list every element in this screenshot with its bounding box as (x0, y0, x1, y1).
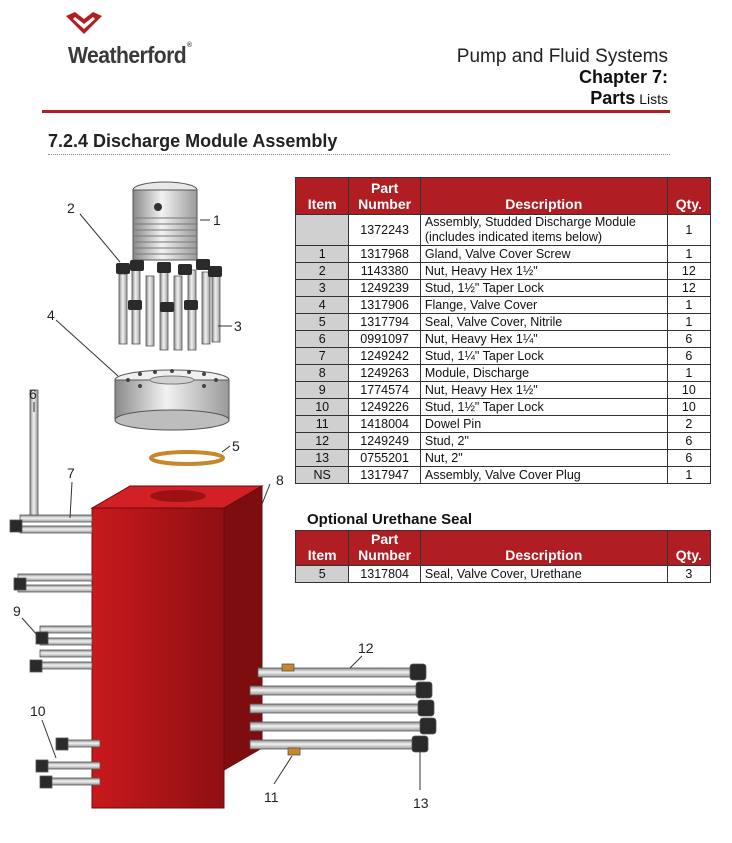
callout-3: 3 (234, 318, 242, 334)
qty-cell: 6 (667, 348, 710, 365)
item-cell: 12 (296, 433, 349, 450)
header-category: Pump and Fluid Systems (456, 46, 668, 67)
part-number-cell: 1249226 (349, 399, 421, 416)
col-item: Item (296, 531, 349, 566)
part-number-cell: 0991097 (349, 331, 421, 348)
qty-cell: 6 (667, 331, 710, 348)
part-number-cell: 1317804 (349, 566, 421, 583)
callout-2: 2 (67, 200, 75, 216)
qty-cell: 1 (667, 314, 710, 331)
part-number-cell: 1774574 (349, 382, 421, 399)
description-cell: Assembly, Valve Cover Plug (420, 467, 667, 484)
weatherford-logo-icon (66, 12, 102, 36)
description-line: Assembly, Studded Discharge Module (424, 215, 636, 229)
valve-cover-flange (115, 369, 229, 430)
part-number-cell: 1418004 (349, 416, 421, 433)
qty-cell: 1 (667, 246, 710, 263)
qty-cell: 1 (667, 215, 710, 246)
qty-cell: 1 (667, 365, 710, 382)
callout-9: 9 (13, 603, 21, 619)
weatherford-logo (62, 10, 202, 70)
qty-cell: 3 (667, 566, 710, 583)
description-cell: Seal, Valve Cover, Urethane (420, 566, 667, 583)
description-cell: Nut, Heavy Hex 1½" (420, 263, 667, 280)
callout-10: 10 (30, 703, 46, 719)
description-cell: Nut, Heavy Hex 1¼" (420, 331, 667, 348)
page-header (457, 46, 668, 110)
part-number-cell: 1317947 (349, 467, 421, 484)
item-cell: 11 (296, 416, 349, 433)
callout-7: 7 (67, 465, 75, 481)
col-part-number: Part Number (349, 178, 421, 215)
part-number-cell: 1249239 (349, 280, 421, 297)
qty-cell: 10 (667, 399, 710, 416)
item-cell: NS (296, 467, 349, 484)
description-cell: Dowel Pin (420, 416, 667, 433)
header-chapter: Chapter 7: (578, 67, 668, 87)
registered-mark: ® (187, 42, 192, 49)
exploded-assembly-drawing (0, 170, 460, 843)
part-number-cell: 0755201 (349, 450, 421, 467)
description-cell: Nut, Heavy Hex 1½" (420, 382, 667, 399)
callout-6: 6 (29, 386, 37, 402)
col-description: Description (420, 531, 667, 566)
flange-studs-group (116, 259, 222, 350)
valve-cover-seal (151, 452, 223, 464)
qty-cell: 1 (667, 467, 710, 484)
part-number-cell: 1249249 (349, 433, 421, 450)
callout-5: 5 (232, 438, 240, 454)
description-cell: Stud, 1¼" Taper Lock (420, 348, 667, 365)
callout-11: 11 (264, 789, 279, 805)
description-note: (includes indicated items below) (424, 230, 603, 244)
description-cell: Seal, Valve Cover, Nitrile (420, 314, 667, 331)
description-cell: Stud, 1½" Taper Lock (420, 399, 667, 416)
qty-cell: 6 (667, 450, 710, 467)
qty-cell: 10 (667, 382, 710, 399)
item-cell: 9 (296, 382, 349, 399)
item-cell: 8 (296, 365, 349, 382)
item-cell: 10 (296, 399, 349, 416)
section-title: 7.2.4 Discharge Module Assembly (48, 131, 338, 151)
col-qty: Qty. (667, 178, 710, 215)
col-item: Item (296, 178, 349, 215)
item-cell: 1 (296, 246, 349, 263)
part-number-cell: 1249263 (349, 365, 421, 382)
right-studs-group (250, 664, 436, 755)
callout-4: 4 (47, 307, 55, 323)
item-cell: 3 (296, 280, 349, 297)
callout-1: 1 (213, 212, 221, 228)
item-cell: 6 (296, 331, 349, 348)
item-cell: 7 (296, 348, 349, 365)
header-divider (42, 110, 670, 113)
description-cell: Stud, 1½" Taper Lock (420, 280, 667, 297)
description-cell: Gland, Valve Cover Screw (420, 246, 667, 263)
discharge-module (92, 486, 262, 808)
brand-name: Weatherford® (68, 42, 192, 68)
gland-part (133, 182, 197, 260)
description-cell: Flange, Valve Cover (420, 297, 667, 314)
optional-seal-title: Optional Urethane Seal (307, 511, 473, 528)
header-subtitle-bold: Parts (590, 88, 636, 108)
qty-cell: 12 (667, 263, 710, 280)
part-number-cell: 1317794 (349, 314, 421, 331)
callout-12: 12 (358, 640, 374, 656)
qty-cell: 2 (667, 416, 710, 433)
left-upper-studs (10, 390, 92, 592)
col-part-number: Part Number (349, 531, 421, 566)
qty-cell: 6 (667, 433, 710, 450)
item-cell: 5 (296, 314, 349, 331)
callout-13: 13 (413, 795, 429, 811)
header-subtitle-rest: Lists (635, 91, 668, 107)
item-cell: 5 (296, 566, 349, 583)
description-cell: Nut, 2" (420, 450, 667, 467)
part-number-cell: 1143380 (349, 263, 421, 280)
part-number-cell: 1317906 (349, 297, 421, 314)
description-cell: Stud, 2" (420, 433, 667, 450)
callout-8: 8 (276, 472, 284, 488)
col-description: Description (420, 178, 667, 215)
description-cell: Module, Discharge (420, 365, 667, 382)
part-number-cell: 1249242 (349, 348, 421, 365)
part-number-cell: 1372243 (349, 215, 421, 246)
qty-cell: 1 (667, 297, 710, 314)
header-subtitle (457, 88, 668, 110)
item-cell: 2 (296, 263, 349, 280)
item-cell: 13 (296, 450, 349, 467)
section-divider (48, 154, 670, 155)
qty-cell: 12 (667, 280, 710, 297)
item-cell: 4 (296, 297, 349, 314)
part-number-cell: 1317968 (349, 246, 421, 263)
col-qty: Qty. (667, 531, 710, 566)
